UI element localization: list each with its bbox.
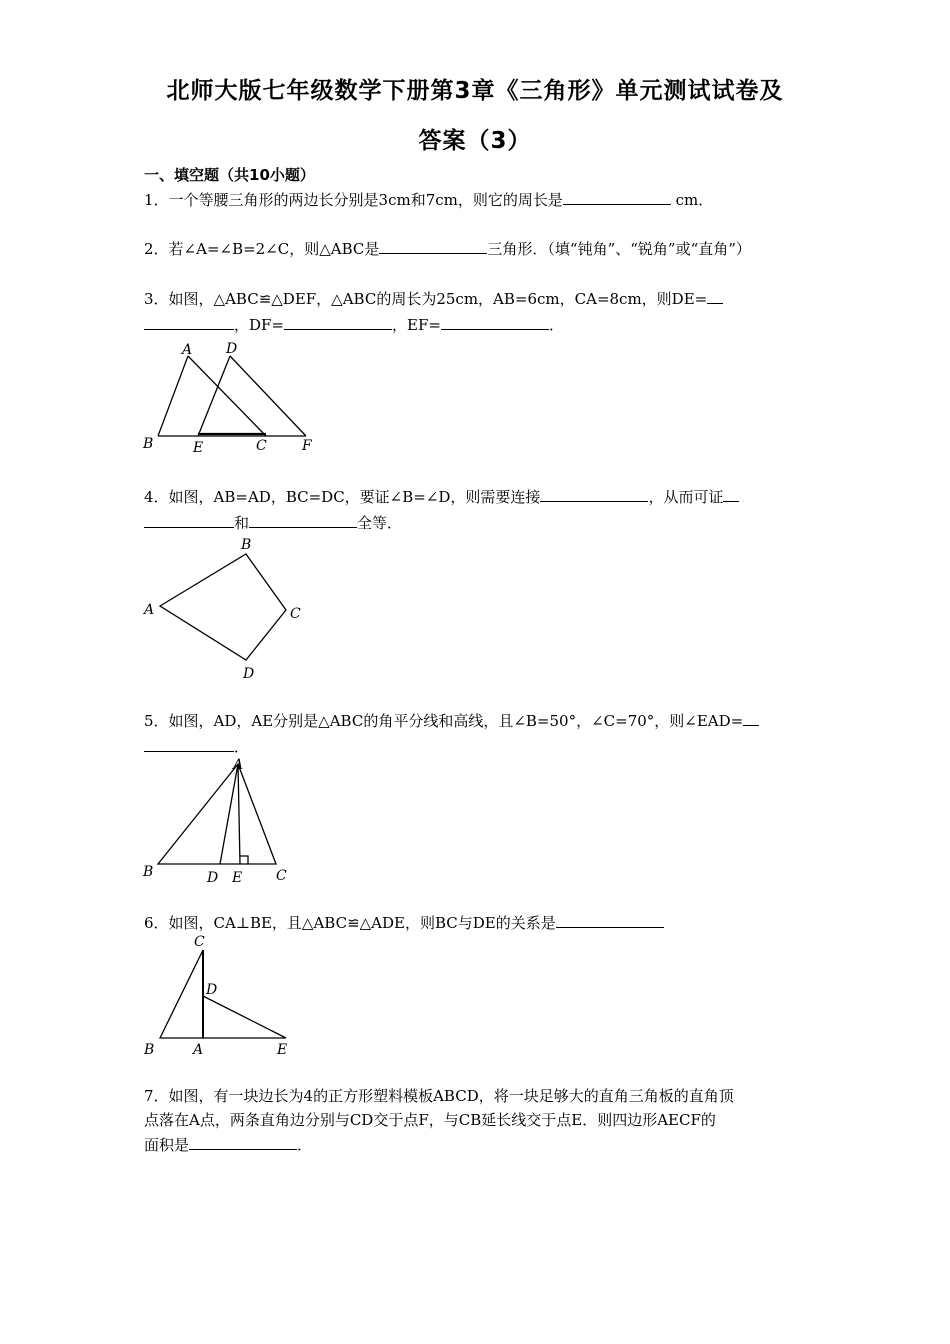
fig5-segment-AD — [220, 764, 238, 864]
question-4 — [144, 484, 814, 536]
q2-text: 2．若∠A=∠B=2∠C，则△ABC是 — [144, 240, 380, 258]
q3-ef-blank[interactable] — [441, 312, 549, 330]
figure-q6 — [140, 930, 310, 1060]
q4-and: 和 — [234, 514, 250, 532]
document-title-line1: 北师大版七年级数学下册第3章《三角形》单元测试试卷及 — [166, 78, 784, 104]
q4-triangle2-blank[interactable] — [249, 510, 357, 528]
fig6-triangle-ABC — [160, 950, 203, 1038]
fig3-label-D: D — [226, 341, 238, 357]
fig3-label-C: C — [256, 438, 267, 454]
q2-answer-blank[interactable] — [379, 236, 487, 254]
q4-end: 全等． — [357, 514, 403, 532]
q3-de-blank-start — [707, 286, 723, 304]
fig4-quadrilateral — [160, 554, 286, 660]
fig5-label-B: B — [143, 864, 154, 880]
q3-df-label: ，DF= — [234, 316, 285, 334]
fig3-segment-BA — [158, 356, 188, 436]
fig4-label-D: D — [243, 666, 255, 682]
fig5-label-A: A — [233, 757, 244, 773]
fig3-label-B: B — [143, 436, 154, 452]
q5-end: ． — [234, 738, 250, 756]
fig5-label-D: D — [207, 870, 219, 886]
fig3-label-E: E — [193, 440, 204, 456]
fig5-triangle-ABC — [158, 764, 276, 864]
q7-end: ． — [297, 1136, 313, 1154]
fig6-triangle-ADE — [203, 996, 286, 1038]
document-title-line2: 答案（3） — [418, 128, 532, 154]
question-3 — [144, 286, 814, 338]
q5-answer-blank[interactable] — [144, 734, 234, 752]
question-1 — [144, 187, 814, 213]
fig4-label-C: C — [290, 606, 301, 622]
fig6-label-C: C — [194, 934, 205, 950]
fig3-segment-DF — [230, 356, 306, 436]
q3-df-blank[interactable] — [284, 312, 392, 330]
q3-de-blank[interactable] — [144, 312, 234, 330]
fig4-label-A: A — [144, 602, 155, 618]
question-5 — [144, 708, 814, 760]
fig6-label-A: A — [193, 1042, 204, 1058]
fig5-label-E: E — [232, 870, 243, 886]
q5-text: 5．如图，AD，AE分别是△ABC的角平分线和高线，且∠B=50°，∠C=70°，则∠EAD= — [144, 712, 744, 730]
q1-text: 1．一个等腰三角形的两边长分别是3cm和7cm，则它的周长是 — [144, 191, 563, 209]
q7-answer-blank[interactable] — [189, 1132, 297, 1150]
q4-triangle1-blank[interactable] — [144, 510, 234, 528]
figure-q3 — [140, 338, 330, 458]
q4-text-middle: ，从而可证 — [648, 488, 724, 506]
section-heading: 一、填空题（共10小题） — [144, 166, 315, 184]
q3-end: ． — [548, 316, 564, 334]
q2-text-end: 三角形．（填“钝角”、“锐角”或“直角”） — [487, 240, 751, 258]
fig4-label-B: B — [241, 537, 252, 553]
q4-connect-blank[interactable] — [540, 484, 648, 502]
q1-answer-blank[interactable] — [563, 187, 671, 205]
q5-blank-start — [743, 708, 759, 726]
fig5-segment-AE — [238, 764, 240, 864]
q4-tri1-blank-start — [723, 484, 739, 502]
fig3-label-F: F — [302, 438, 312, 454]
q1-unit: cm． — [670, 191, 714, 209]
q6-answer-blank[interactable] — [556, 910, 664, 928]
q7-line3-wrap — [144, 1132, 814, 1157]
figure-q5 — [140, 756, 310, 886]
fig6-label-E: E — [277, 1042, 288, 1058]
q3-text: 3．如图，△ABC≌△DEF，△ABC的周长为25cm，AB=6cm，CA=8cm，则DE= — [144, 290, 708, 308]
fig6-label-B: B — [144, 1042, 155, 1058]
fig5-label-C: C — [276, 868, 287, 884]
q7-line2: 点落在A点，两条直角边分别与CD交于点F，与CB延长线交于点E．则四边形AECF的 — [144, 1111, 716, 1129]
fig3-segment-ED — [198, 356, 230, 436]
fig3-segment-AC — [188, 356, 266, 436]
fig6-label-D: D — [206, 982, 218, 998]
q6-text: 6．如图，CA⊥BE，且△ABC≌△ADE，则BC与DE的关系是 — [144, 914, 556, 932]
question-2 — [144, 236, 814, 262]
q3-ef-label: ，EF= — [392, 316, 441, 334]
q4-text: 4．如图，AB=AD，BC=DC，要证∠B=∠D，则需要连接 — [144, 488, 541, 506]
q7-line1: 7．如图，有一块边长为4的正方形塑料模板ABCD，将一块足够大的直角三角板的直角顶 — [144, 1087, 734, 1105]
question-7 — [144, 1084, 814, 1157]
figure-q4 — [140, 534, 320, 684]
fig3-label-A: A — [182, 342, 193, 358]
q7-line3: 面积是 — [144, 1136, 190, 1154]
fig5-right-angle-mark — [240, 856, 248, 864]
